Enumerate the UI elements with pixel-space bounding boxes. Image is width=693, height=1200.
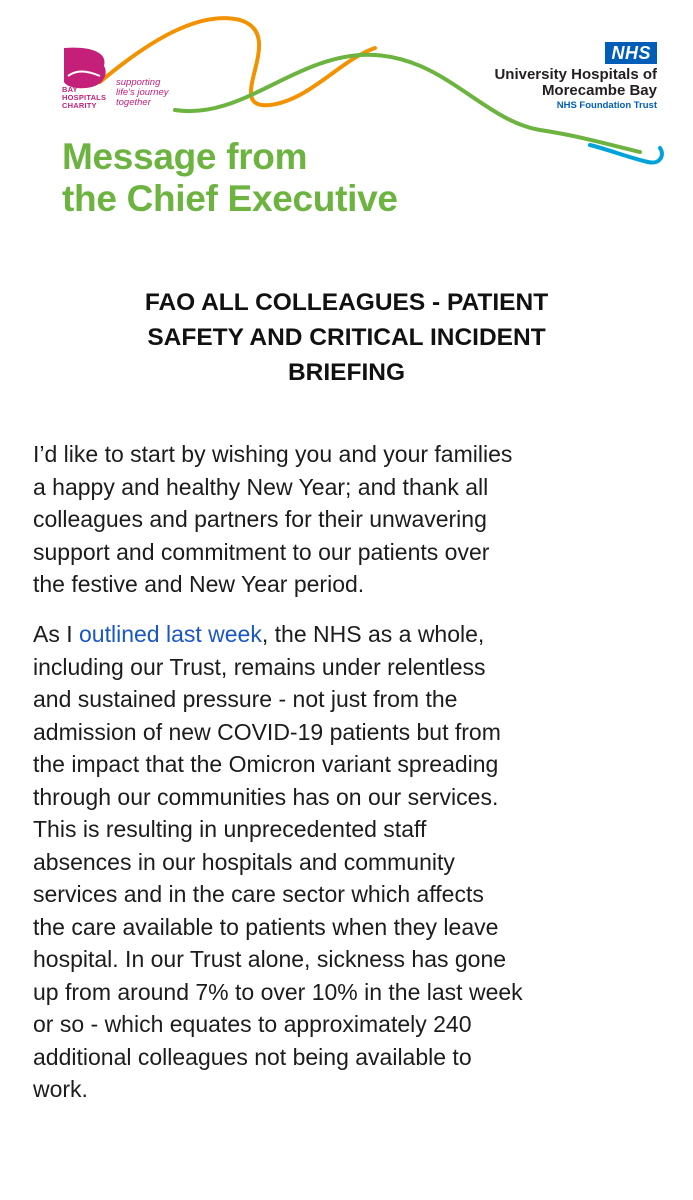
bay-hospitals-charity-logo (60, 46, 180, 118)
trust-subtitle: NHS Foundation Trust (556, 100, 657, 111)
email-header (0, 0, 693, 240)
text-line: admission of new COVID-19 patients but from (33, 718, 501, 745)
text-line: I’d like to start by wishing you and your families (33, 441, 513, 467)
text-line: additional colleagues not being available to (33, 1043, 472, 1070)
paragraph-new-year (33, 438, 673, 601)
briefing-headline: FAO ALL COLLEAGUES - PATIENT SAFETY AND CRITICAL INCIDENT BRIEFING (144, 289, 549, 386)
text-line: work. (33, 1076, 88, 1102)
text-line: the care available to patients when they leave (33, 913, 499, 940)
banner-title: Message from the Chief Executive (62, 136, 398, 219)
charity-name: BAY HOSPITALS CHARITY (62, 85, 107, 110)
text-line: support and commitment to our patients over (33, 538, 490, 565)
text-line: including our Trust, remains under relentless (33, 653, 486, 680)
trust-name: University Hospitals of Morecambe Bay (494, 66, 657, 99)
nhs-badge: NHS (605, 42, 657, 64)
text-line: This is resulting in unprecedented staff (33, 816, 427, 842)
text-line: absences in our hospitals and community (33, 848, 455, 875)
charity-tagline: supporting life's journey together (116, 77, 169, 108)
text-line: the impact that the Omicron variant spreading (33, 751, 499, 777)
charity-mark-icon (60, 46, 110, 90)
text-line: through our communities has on our services. (33, 783, 499, 810)
text-line: hospital. In our Trust alone, sickness has gone (33, 946, 507, 972)
outlined-last-week-link[interactable]: outlined last week (79, 621, 262, 647)
text-line: and sustained pressure - not just from the (33, 686, 458, 712)
text-line: colleagues and partners for their unwavering (33, 506, 487, 532)
text-line: or so - which equates to approximately 240 (33, 1011, 472, 1037)
text-line: As I outlined last week, the NHS as a whole, (33, 621, 485, 647)
text-line: the festive and New Year period. (33, 571, 365, 597)
text-line: a happy and healthy New Year; and thank all (33, 473, 489, 500)
nhs-trust-logo (437, 42, 657, 112)
text-line: services and in the care sector which affects (33, 881, 484, 907)
text-line: up from around 7% to over 10% in the last week (33, 978, 523, 1005)
paragraph-pressure (33, 618, 673, 1106)
